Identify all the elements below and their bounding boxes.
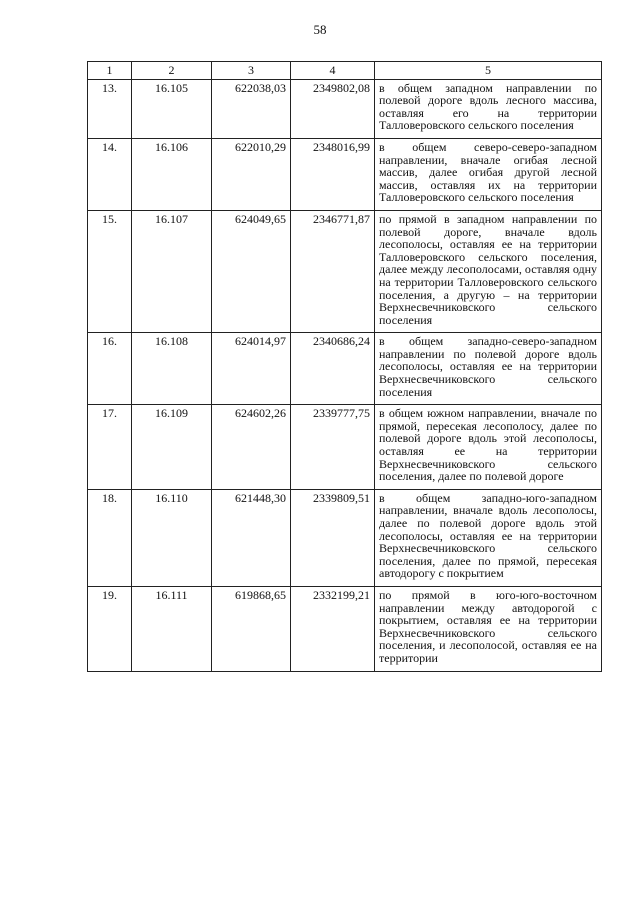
table-row — [88, 333, 602, 405]
coordinate-x: 621448,30 — [212, 489, 291, 586]
boundary-description: в общем западном направлении по полевой дороге вдоль лесного массива, оставляя его на территории Талловеровского сельского поселения — [375, 79, 602, 138]
boundary-table — [87, 61, 602, 672]
coordinate-y: 2332199,21 — [291, 586, 375, 671]
coordinate-y: 2346771,87 — [291, 210, 375, 332]
point-id: 16.107 — [132, 210, 212, 332]
point-id: 16.110 — [132, 489, 212, 586]
boundary-description: в общем западно-северо-западном направлении по полевой дороге вдоль лесополосы, оставляя ее на территории Верхнесвечниковского сельского поселения — [375, 333, 602, 405]
table-row — [88, 138, 602, 210]
boundary-description: в общем западно-юго-западном направлении, вначале вдоль лесополосы, далее по полевой дороге вдоль этой лесополосы, оставляя ее на территории Верхнесвечниковского сельского поселения, далее по прямой, пересекая автодорогу с покрытием — [375, 489, 602, 586]
column-header-5: 5 — [375, 62, 602, 80]
row-number: 14. — [88, 138, 132, 210]
coordinate-x: 624049,65 — [212, 210, 291, 332]
coordinate-x: 624602,26 — [212, 405, 291, 490]
coordinate-y: 2340686,24 — [291, 333, 375, 405]
row-number: 17. — [88, 405, 132, 490]
row-number: 13. — [88, 79, 132, 138]
boundary-description: в общем южном направлении, вначале по прямой, пересекая лесополосу, далее по полевой дороге вдоль этой лесополосы, оставляя ее на территории Верхнесвечниковского сельского поселения, далее по полевой дороге — [375, 405, 602, 490]
row-number: 16. — [88, 333, 132, 405]
column-header-4: 4 — [291, 62, 375, 80]
coordinate-y: 2348016,99 — [291, 138, 375, 210]
coordinate-x: 619868,65 — [212, 586, 291, 671]
coordinate-x: 622038,03 — [212, 79, 291, 138]
table-row — [88, 210, 602, 332]
point-id: 16.106 — [132, 138, 212, 210]
column-header-2: 2 — [132, 62, 212, 80]
column-header-1: 1 — [88, 62, 132, 80]
table-row — [88, 489, 602, 586]
row-number: 19. — [88, 586, 132, 671]
point-id: 16.105 — [132, 79, 212, 138]
coordinate-y: 2339777,75 — [291, 405, 375, 490]
row-number: 18. — [88, 489, 132, 586]
coordinate-x: 622010,29 — [212, 138, 291, 210]
table-row — [88, 79, 602, 138]
point-id: 16.108 — [132, 333, 212, 405]
point-id: 16.111 — [132, 586, 212, 671]
coordinate-y: 2349802,08 — [291, 79, 375, 138]
point-id: 16.109 — [132, 405, 212, 490]
boundary-description: по прямой в юго-юго-восточном направлении между автодорогой с покрытием, оставляя ее на территории Верхнесвечниковского сельского поселения, и лесополосой, оставляя ее на территории — [375, 586, 602, 671]
coordinate-x: 624014,97 — [212, 333, 291, 405]
boundary-description: в общем северо-северо-западном направлении, вначале огибая лесной массив, далее огибая другой лесной массив, оставляя их на территории Талловеровского сельского поселения — [375, 138, 602, 210]
row-number: 15. — [88, 210, 132, 332]
boundary-description: по прямой в западном направлении по полевой дороге, вначале вдоль лесополосы, оставляя ее на территории Талловеровского сельского поселения, далее между лесополосами, оставляя одну на территории Талловеровского сельского поселения, а другую – на территории Верхнесвечниковского сельского поселения — [375, 210, 602, 332]
table-row — [88, 586, 602, 671]
table-row — [88, 405, 602, 490]
table-header-row — [88, 62, 602, 80]
coordinate-y: 2339809,51 — [291, 489, 375, 586]
page-number: 58 — [313, 22, 327, 37]
column-header-3: 3 — [212, 62, 291, 80]
